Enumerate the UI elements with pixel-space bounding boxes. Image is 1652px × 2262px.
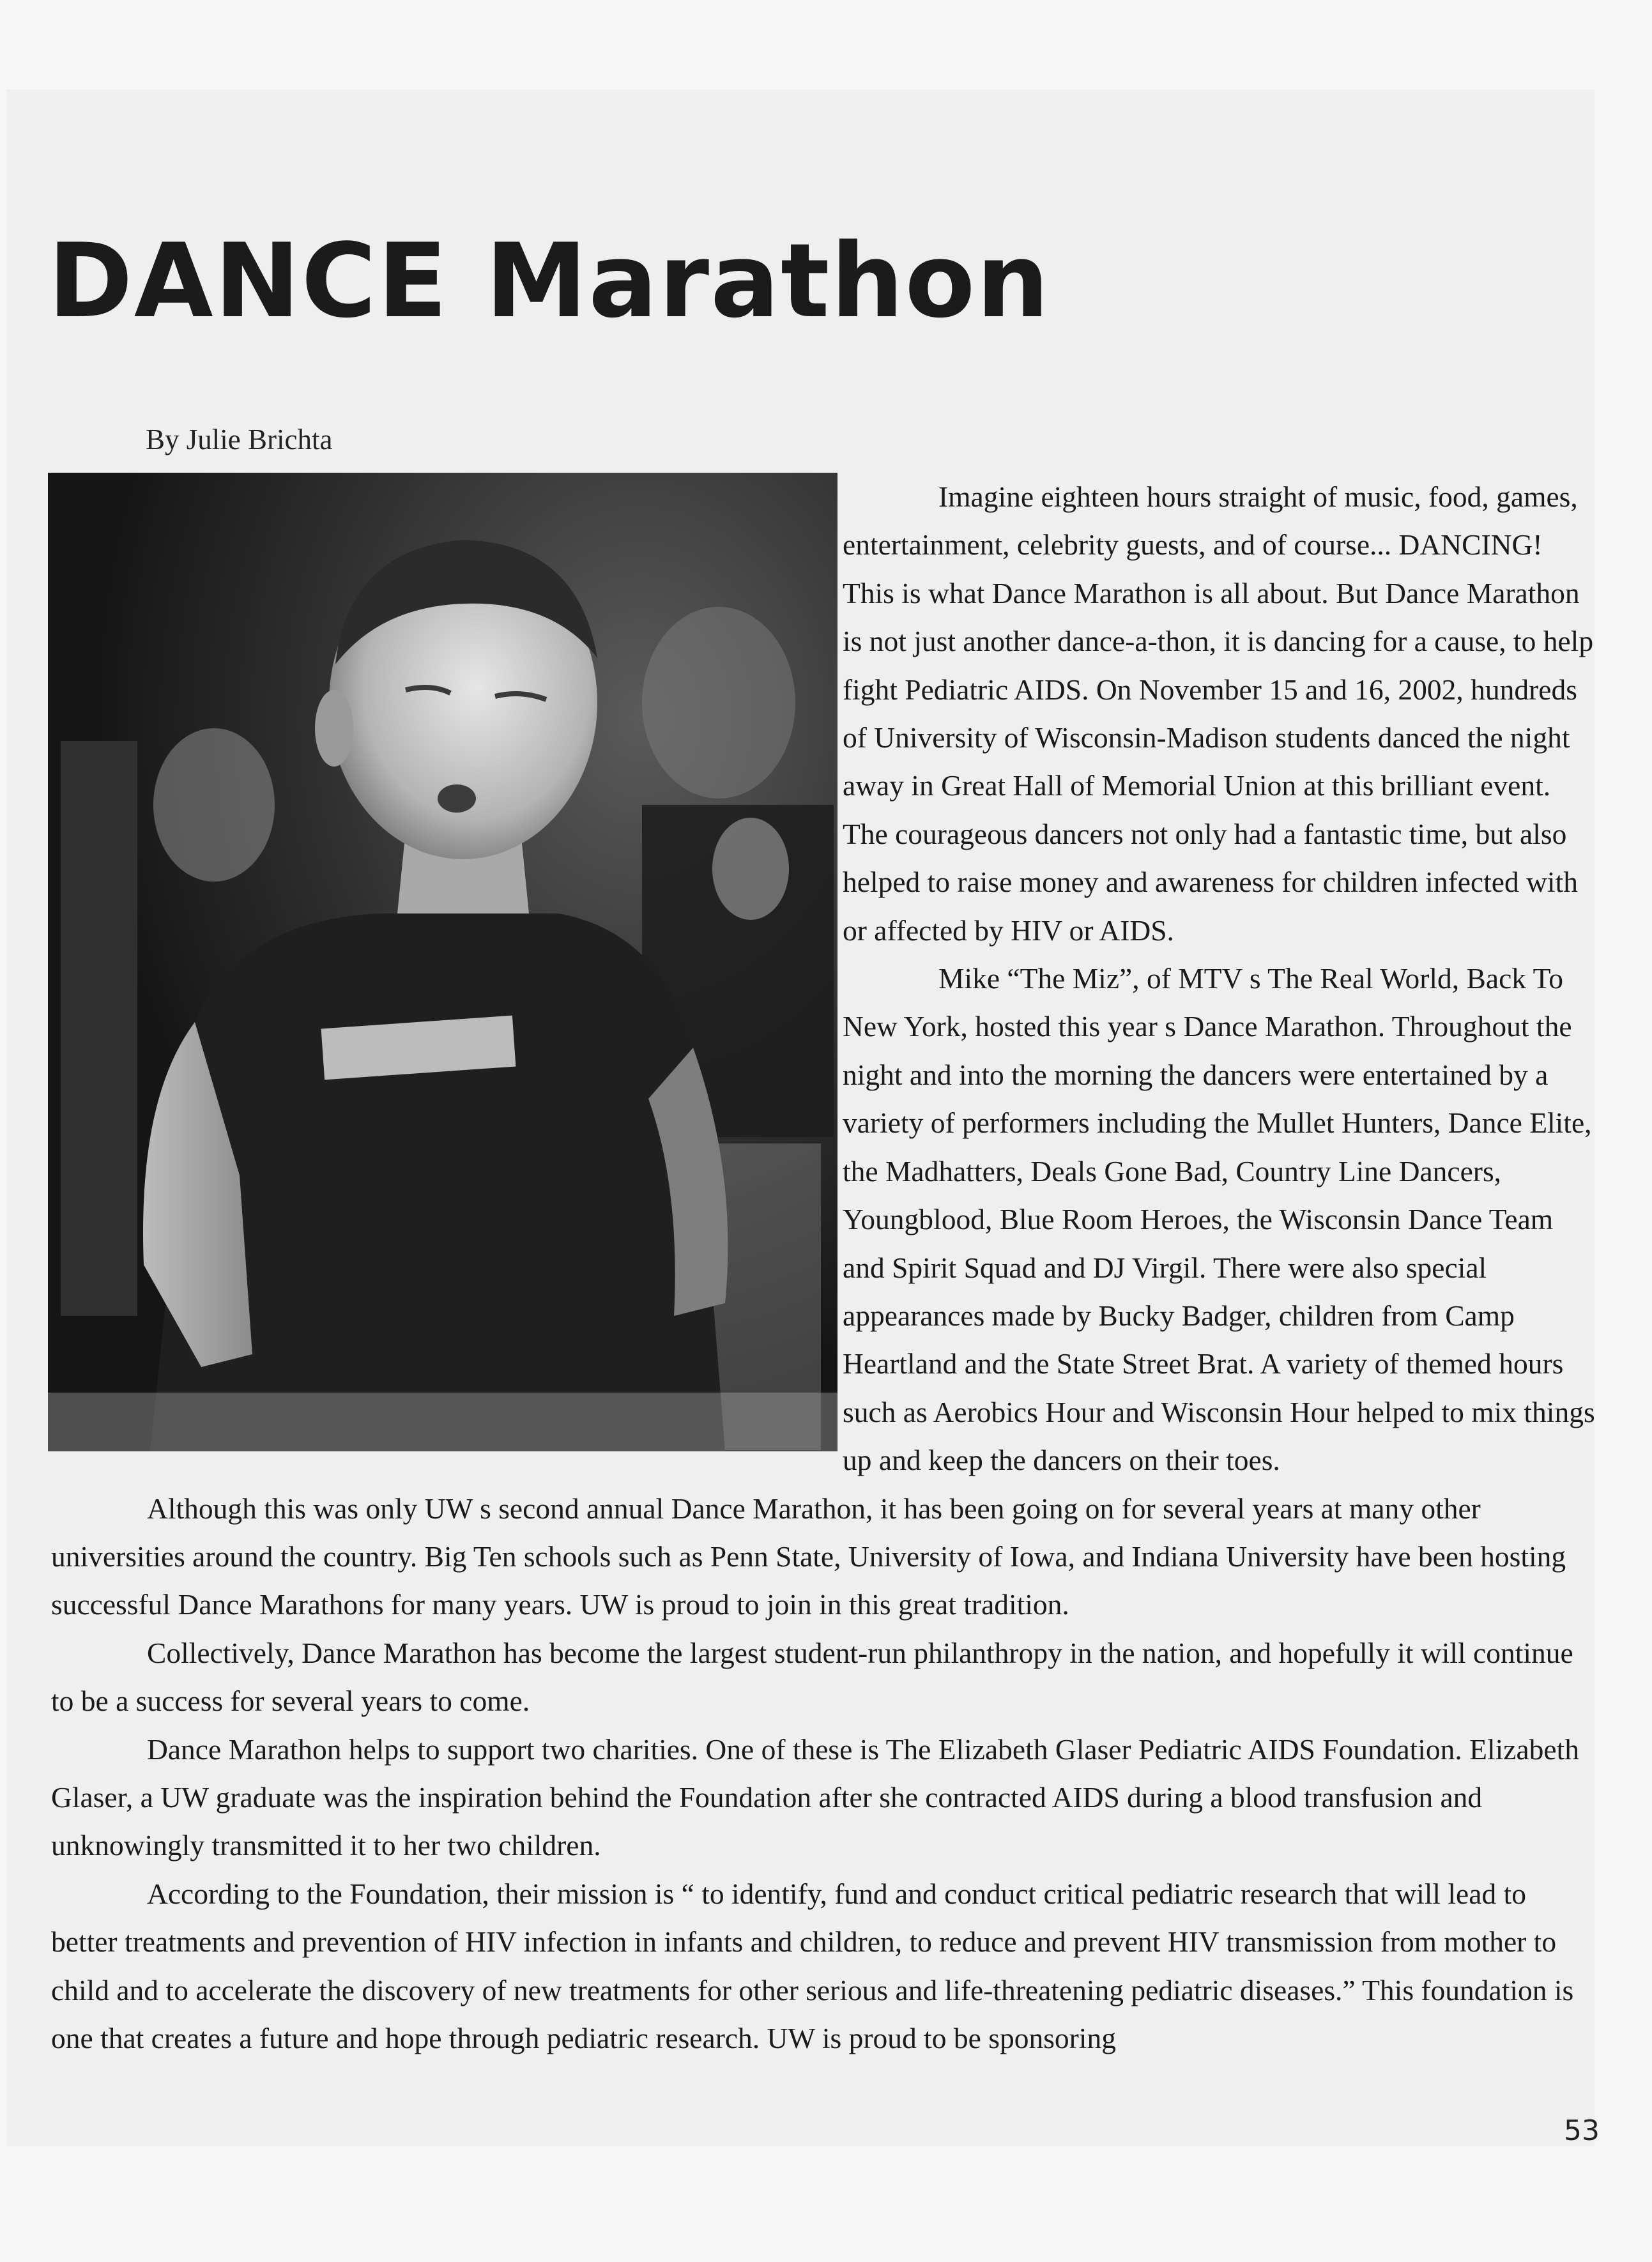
paragraph-6: According to the Foundation, their mission is “ to identify, fund and conduct critical pediatric research that will lead to better treatments and prevention of HIV infection in infants and children, to reduce and prevent HIV transmission from mother to child and to accelerate the discovery of new treatments for other serious and life-threatening pediatric diseases.” This foundation is one that creates a future and hope through pediatric research. UW is proud to be sponsoring [51,1877,1574,2054]
photo-illustration [48,473,837,1451]
dancer-photo [48,473,837,1451]
byline: By Julie Brichta [146,424,333,455]
page-number: 53 [1564,2114,1600,2147]
article-title: DANCE Marathon [48,221,1051,340]
article-body [51,473,1597,2062]
paragraph-4: Collectively, Dance Marathon has become the largest student-run philanthropy in the nation, and hopefully it will continue to be a success for several years to come. [51,1636,1573,1718]
paragraph-2: Mike “The Miz”, of MTV s The Real World, Back To New York, hosted this year s Dance Marathon. Throughout the night and into the morning the dancers were entertained by a variety of performers including the Mullet Hunters, Dance Elite, the Madhatters, Deals Gone Bad, Country Line Dancers, Youngblood, Blue Room Heroes, the Wisconsin Dance Team and Spirit Squad and DJ Virgil. There were also special appearances made by Bucky Badger, children from Camp Heartland and the State Street Brat. A variety of themed hours such as Aerobics Hour and Wisconsin Hour helped to mix things up and keep the dancers on their toes. [843,962,1595,1477]
paragraph-1: Imagine eighteen hours straight of music, food, games, entertainment, celebrity guests, and of course... DANCING! This is what Dance Marathon is all about. But Dance Marathon is not just another dance-a-thon, it is dancing for a cause, to help fight Pediatric AIDS. On November 15 and 16, 2002, hundreds of University of Wisconsin-Madison students danced the night away in Great Hall of Memorial Union at this brilliant event. The courageous dancers not only had a fantastic time, but also helped to raise money and awareness for children infected with or affected by HIV or AIDS. [843,480,1594,947]
paragraph-3: Although this was only UW s second annual Dance Marathon, it has been going on for several years at many other universities around the country. Big Ten schools such as Penn State, University of Iowa, and Indiana University have been hosting successful Dance Marathons for many years. UW is proud to join in this great tradition. [51,1492,1566,1621]
paragraph-5: Dance Marathon helps to support two charities. One of these is The Elizabeth Glaser Pediatric AIDS Foundation. Elizabeth Glaser, a UW graduate was the inspiration behind the Foundation after she contracted AIDS during a blood transfusion and unknowingly transmitted it to her two children. [51,1732,1579,1862]
